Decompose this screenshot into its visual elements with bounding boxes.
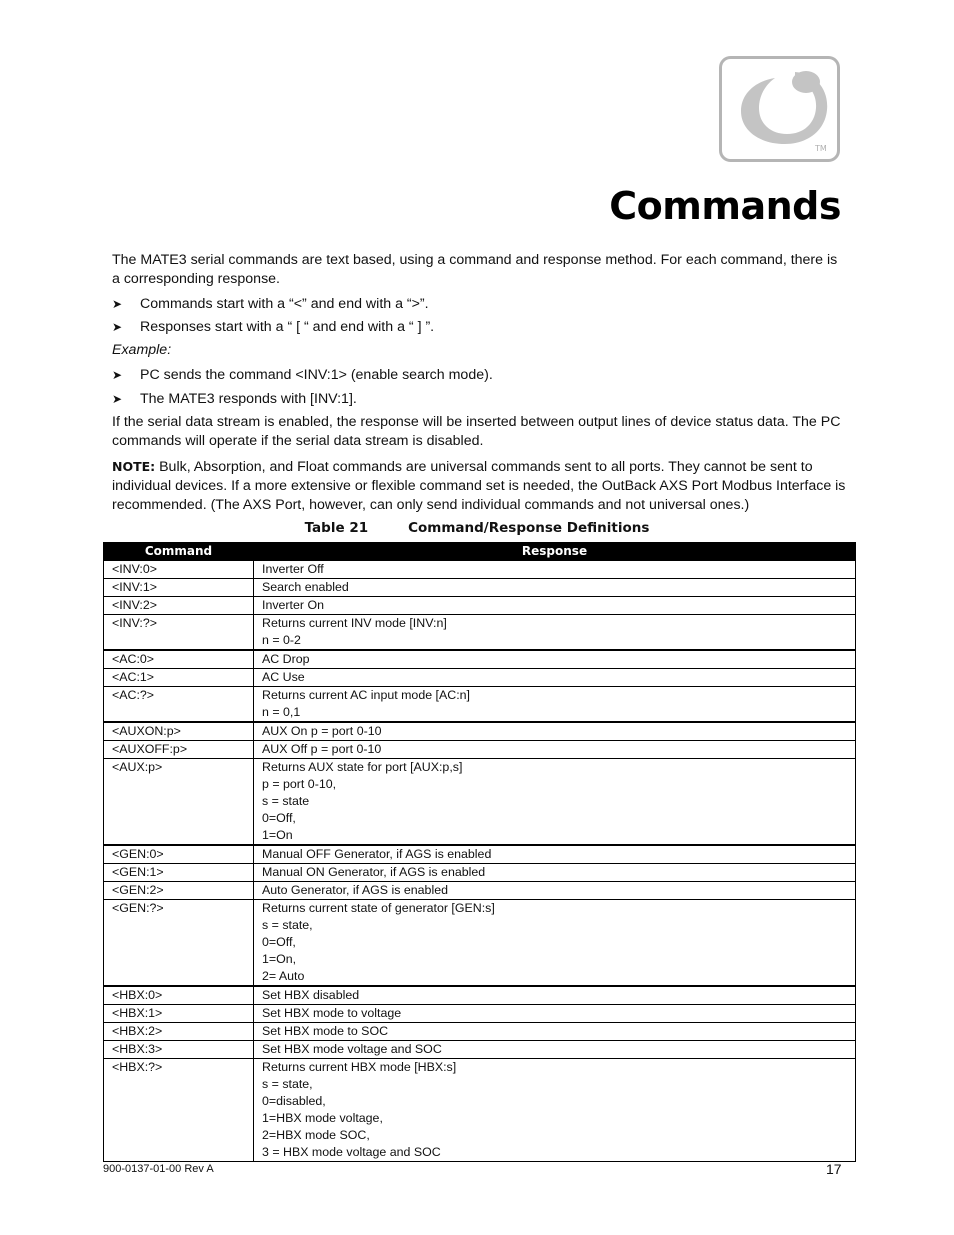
response-line: s = state,: [262, 1077, 313, 1091]
command-cell: <GEN:1>: [104, 864, 254, 882]
response-line: Manual OFF Generator, if AGS is enabled: [262, 847, 492, 861]
response-cell: [254, 986, 856, 1005]
response-line: Inverter On: [262, 598, 324, 612]
document-number: 900-0137-01-00 Rev A: [103, 1163, 214, 1175]
arrow-bullet-icon: ➤: [112, 392, 123, 406]
table-row: [104, 1041, 856, 1059]
response-cell: [254, 579, 856, 597]
command-cell: <AC:1>: [104, 669, 254, 687]
response-cell: [254, 845, 856, 864]
table-row: [104, 1023, 856, 1041]
command-cell: <GEN:2>: [104, 882, 254, 900]
command-cell: <AUXON:p>: [104, 722, 254, 741]
command-cell: <AC:?>: [104, 687, 254, 723]
response-line: Auto Generator, if AGS is enabled: [262, 883, 448, 897]
note-label: NOTE:: [112, 459, 156, 474]
response-line: 2= Auto: [262, 969, 305, 983]
response-cell: [254, 650, 856, 669]
table-body: [104, 561, 856, 1162]
command-response-table: [103, 542, 856, 1162]
arrow-bullet-icon: ➤: [112, 368, 123, 382]
response-line: s = state: [262, 794, 310, 808]
response-line: Set HBX mode to voltage: [262, 1006, 402, 1020]
command-cell: <HBX:2>: [104, 1023, 254, 1041]
table-row: [104, 597, 856, 615]
response-cell: [254, 687, 856, 723]
command-cell: <AUXOFF:p>: [104, 741, 254, 759]
table-row: [104, 687, 856, 723]
response-line: Returns current HBX mode [HBX:s]: [262, 1060, 457, 1074]
bullet-text: Commands start with a “<” and end with a “>”.: [140, 296, 429, 312]
response-cell: [254, 759, 856, 846]
response-line: 1=HBX mode voltage,: [262, 1111, 383, 1125]
stream-paragraph: If the serial data stream is enabled, the response will be inserted between output lines of device status data. The PC commands will operate if the serial data stream is disabled.: [112, 414, 841, 449]
response-cell: [254, 1041, 856, 1059]
table-row: [104, 1005, 856, 1023]
command-cell: <AC:0>: [104, 650, 254, 669]
response-line: Set HBX mode voltage and SOC: [262, 1042, 442, 1056]
intro-paragraph: The MATE3 serial commands are text based, using a command and response method. For each command, there is a corresponding response.: [112, 252, 838, 287]
table-row: [104, 986, 856, 1005]
command-cell: <HBX:3>: [104, 1041, 254, 1059]
response-line: Set HBX disabled: [262, 988, 360, 1002]
list-item: [112, 390, 357, 409]
list-item: [112, 366, 493, 385]
response-line: 0=disabled,: [262, 1094, 326, 1108]
table-row: [104, 579, 856, 597]
command-cell: <HBX:1>: [104, 1005, 254, 1023]
response-line: AUX Off p = port 0-10: [262, 742, 382, 756]
response-line: 0=Off,: [262, 935, 296, 949]
command-cell: <HBX:?>: [104, 1059, 254, 1162]
response-cell: [254, 882, 856, 900]
arrow-bullet-icon: ➤: [112, 320, 123, 334]
response-line: Inverter Off: [262, 562, 324, 576]
table-row: [104, 759, 856, 846]
response-line: 0=Off,: [262, 811, 296, 825]
response-line: Manual ON Generator, if AGS is enabled: [262, 865, 486, 879]
column-header-command: Command: [104, 543, 254, 561]
arrow-bullet-icon: ➤: [112, 297, 123, 311]
note-paragraph: [112, 457, 846, 515]
response-cell: [254, 864, 856, 882]
bullet-text: Responses start with a “ [ “ and end with a “ ] ”.: [140, 319, 435, 335]
table-header-row: [104, 543, 856, 561]
response-cell: [254, 1023, 856, 1041]
response-line: AUX On p = port 0-10: [262, 724, 382, 738]
response-line: 1=On,: [262, 952, 297, 966]
table-row: [104, 741, 856, 759]
response-line: n = 0,1: [262, 705, 301, 719]
response-line: Search enabled: [262, 580, 349, 594]
table-title: Command/Response Definitions: [408, 520, 650, 536]
command-cell: <INV:2>: [104, 597, 254, 615]
response-line: 3 = HBX mode voltage and SOC: [262, 1145, 441, 1159]
command-cell: <HBX:0>: [104, 986, 254, 1005]
table-row: [104, 882, 856, 900]
table-caption: [0, 520, 954, 536]
response-line: p = port 0-10,: [262, 777, 337, 791]
response-cell: [254, 1059, 856, 1162]
response-line: Returns AUX state for port [AUX:p,s]: [262, 760, 463, 774]
table-row: [104, 1059, 856, 1162]
response-line: Set HBX mode to SOC: [262, 1024, 389, 1038]
bullet-text: PC sends the command <INV:1> (enable search mode).: [140, 367, 493, 383]
note-text: Bulk, Absorption, and Float commands are universal commands sent to all ports. They cannot be sent to individual devices. If a more extensive or flexible command set is needed, the OutBack AXS Port Modbus Interface is recommended. (The AXS Port, however, can only send individual commands and not universal ones.): [112, 459, 846, 513]
list-item: [112, 318, 434, 337]
page-number: 17: [826, 1161, 842, 1177]
response-line: Returns current INV mode [INV:n]: [262, 616, 447, 630]
response-line: Returns current state of generator [GEN:s]: [262, 901, 495, 915]
column-header-response: Response: [254, 543, 856, 561]
response-cell: [254, 1005, 856, 1023]
command-cell: <AUX:p>: [104, 759, 254, 846]
response-line: 1=On: [262, 828, 293, 842]
response-cell: [254, 561, 856, 579]
response-cell: [254, 615, 856, 651]
response-line: Returns current AC input mode [AC:n]: [262, 688, 470, 702]
response-cell: [254, 741, 856, 759]
outback-power-logo-icon: [719, 56, 840, 162]
response-cell: [254, 900, 856, 987]
response-line: AC Drop: [262, 652, 310, 666]
command-cell: <INV:0>: [104, 561, 254, 579]
response-line: AC Use: [262, 670, 305, 684]
table-row: [104, 864, 856, 882]
command-cell: <GEN:0>: [104, 845, 254, 864]
command-cell: <GEN:?>: [104, 900, 254, 987]
table-row: [104, 615, 856, 651]
response-line: s = state,: [262, 918, 313, 932]
table-row: [104, 561, 856, 579]
example-label: Example:: [112, 342, 172, 358]
response-cell: [254, 669, 856, 687]
trademark-mark: TM: [815, 144, 827, 153]
table-row: [104, 669, 856, 687]
table-row: [104, 650, 856, 669]
table-row: [104, 722, 856, 741]
response-line: n = 0-2: [262, 633, 301, 647]
page-title: Commands: [609, 184, 841, 228]
response-cell: [254, 597, 856, 615]
command-cell: <INV:1>: [104, 579, 254, 597]
command-cell: <INV:?>: [104, 615, 254, 651]
response-cell: [254, 722, 856, 741]
table-row: [104, 900, 856, 987]
list-item: [112, 295, 429, 314]
response-line: 2=HBX mode SOC,: [262, 1128, 370, 1142]
table-number: Table 21: [304, 520, 369, 536]
bullet-text: The MATE3 responds with [INV:1].: [140, 391, 357, 407]
table-row: [104, 845, 856, 864]
